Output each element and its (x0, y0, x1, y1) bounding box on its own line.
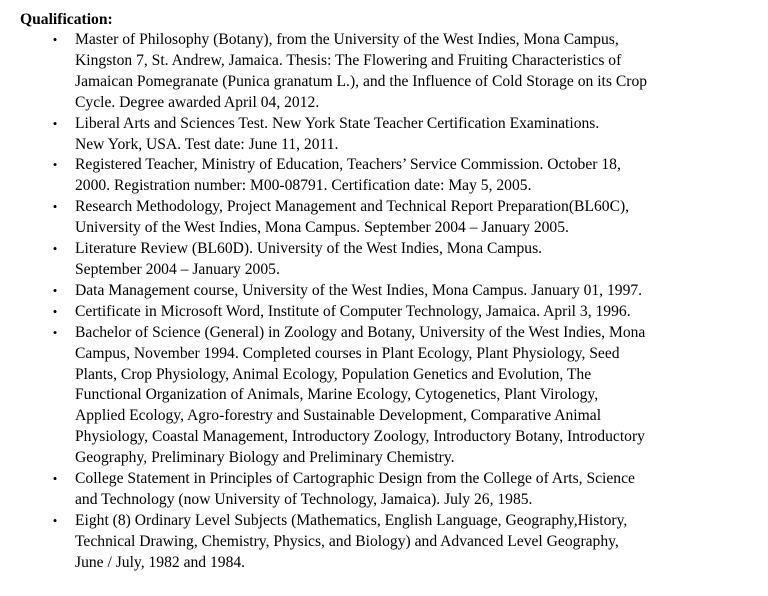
text-line: June / July, 1982 and 1984. (75, 553, 246, 571)
text-line: Eight (8) Ordinary Level Subjects (Mathematics, English Language, Geography,History, (75, 511, 628, 529)
list-item (20, 281, 765, 302)
text-line: September 2004 – January 2005. (75, 260, 280, 278)
bullet-icon: • (52, 324, 58, 340)
text-line: Kingston 7, St. Andrew, Jamaica. Thesis: The Flowering and Fruiting Characteristics of (75, 51, 622, 69)
list-item (20, 197, 765, 239)
text-line: Applied Ecology, Agro-forestry and Sustainable Development, Comparative Animal (75, 407, 602, 425)
list-item (20, 323, 765, 469)
bullet-icon: • (52, 157, 58, 173)
text-line: Bachelor of Science (General) in Zoology and Botany, University of the West Indies, Mona (75, 323, 646, 341)
list-item (20, 30, 765, 114)
bullet-icon: • (52, 282, 58, 298)
text-line: Registered Teacher, Ministry of Education, Teachers’ Service Commission. October 18, (75, 156, 621, 174)
bullet-icon: • (52, 471, 58, 487)
bullet-icon: • (52, 512, 58, 528)
bullet-icon: • (52, 199, 58, 215)
text-line: Research Methodology, Project Management and Technical Report Preparation(BL60C), (75, 198, 630, 216)
text-line: Jamaican Pomegranate (Punica granatum L.), and the Influence of Cold Storage on its Crop (75, 72, 648, 90)
bullet-icon: • (52, 303, 58, 319)
list-item-text (75, 197, 765, 239)
list-item-text (75, 511, 765, 574)
text-line: Liberal Arts and Sciences Test. New York State Teacher Certification Examinations. (75, 114, 600, 132)
text-line: Geography, Preliminary Biology and Preliminary Chemistry. (75, 449, 455, 467)
list-item (20, 511, 765, 574)
text-line: Certificate in Microsoft Word, Institute of Computer Technology, Jamaica. April 3, 1996. (75, 302, 631, 320)
qualification-list (20, 30, 768, 574)
list-item (20, 239, 765, 281)
bullet-icon: • (52, 241, 58, 257)
text-line: Campus, November 1994. Completed courses in Plant Ecology, Plant Physiology, Seed (75, 344, 620, 362)
text-line: New York, USA. Test date: June 11, 2011. (75, 135, 339, 153)
list-item-text (75, 469, 765, 511)
text-line: University of the West Indies, Mona Campus. September 2004 – January 2005. (75, 219, 569, 237)
text-line: Physiology, Coastal Management, Introductory Zoology, Introductory Botany, Introductory (75, 428, 645, 446)
list-item-text (75, 302, 765, 323)
list-item-text (75, 239, 765, 281)
text-line: College Statement in Principles of Cartographic Design from the College of Arts, Science (75, 470, 635, 488)
text-line: Functional Organization of Animals, Marine Ecology, Cytogenetics, Plant Virology, (75, 386, 599, 404)
text-line: and Technology (now University of Technology, Jamaica). July 26, 1985. (75, 490, 533, 508)
text-line: Master of Philosophy (Botany), from the University of the West Indies, Mona Campus, (75, 31, 619, 48)
text-line: Plants, Crop Physiology, Animal Ecology, Population Genetics and Evolution, The (75, 365, 592, 383)
list-item-text (75, 155, 765, 197)
bullet-icon: • (52, 115, 58, 131)
list-item (20, 114, 765, 156)
list-item-text (75, 281, 765, 302)
list-item (20, 302, 765, 323)
text-line: Literature Review (BL60D). University of the West Indies, Mona Campus. (75, 240, 543, 258)
text-line: Cycle. Degree awarded April 04, 2012. (75, 93, 320, 111)
section-heading: Qualification: (20, 11, 113, 28)
bullet-icon: • (52, 32, 58, 47)
list-item-text (75, 323, 765, 469)
text-line: Data Management course, University of the West Indies, Mona Campus. January 01, 1997. (75, 281, 643, 299)
list-item-text (75, 114, 765, 156)
list-item-text (75, 30, 765, 114)
list-item (20, 155, 765, 197)
text-line: 2000. Registration number: M00-08791. Certification date: May 5, 2005. (75, 177, 532, 195)
list-item (20, 469, 765, 511)
text-line: Technical Drawing, Chemistry, Physics, and Biology) and Advanced Level Geography, (75, 532, 619, 550)
